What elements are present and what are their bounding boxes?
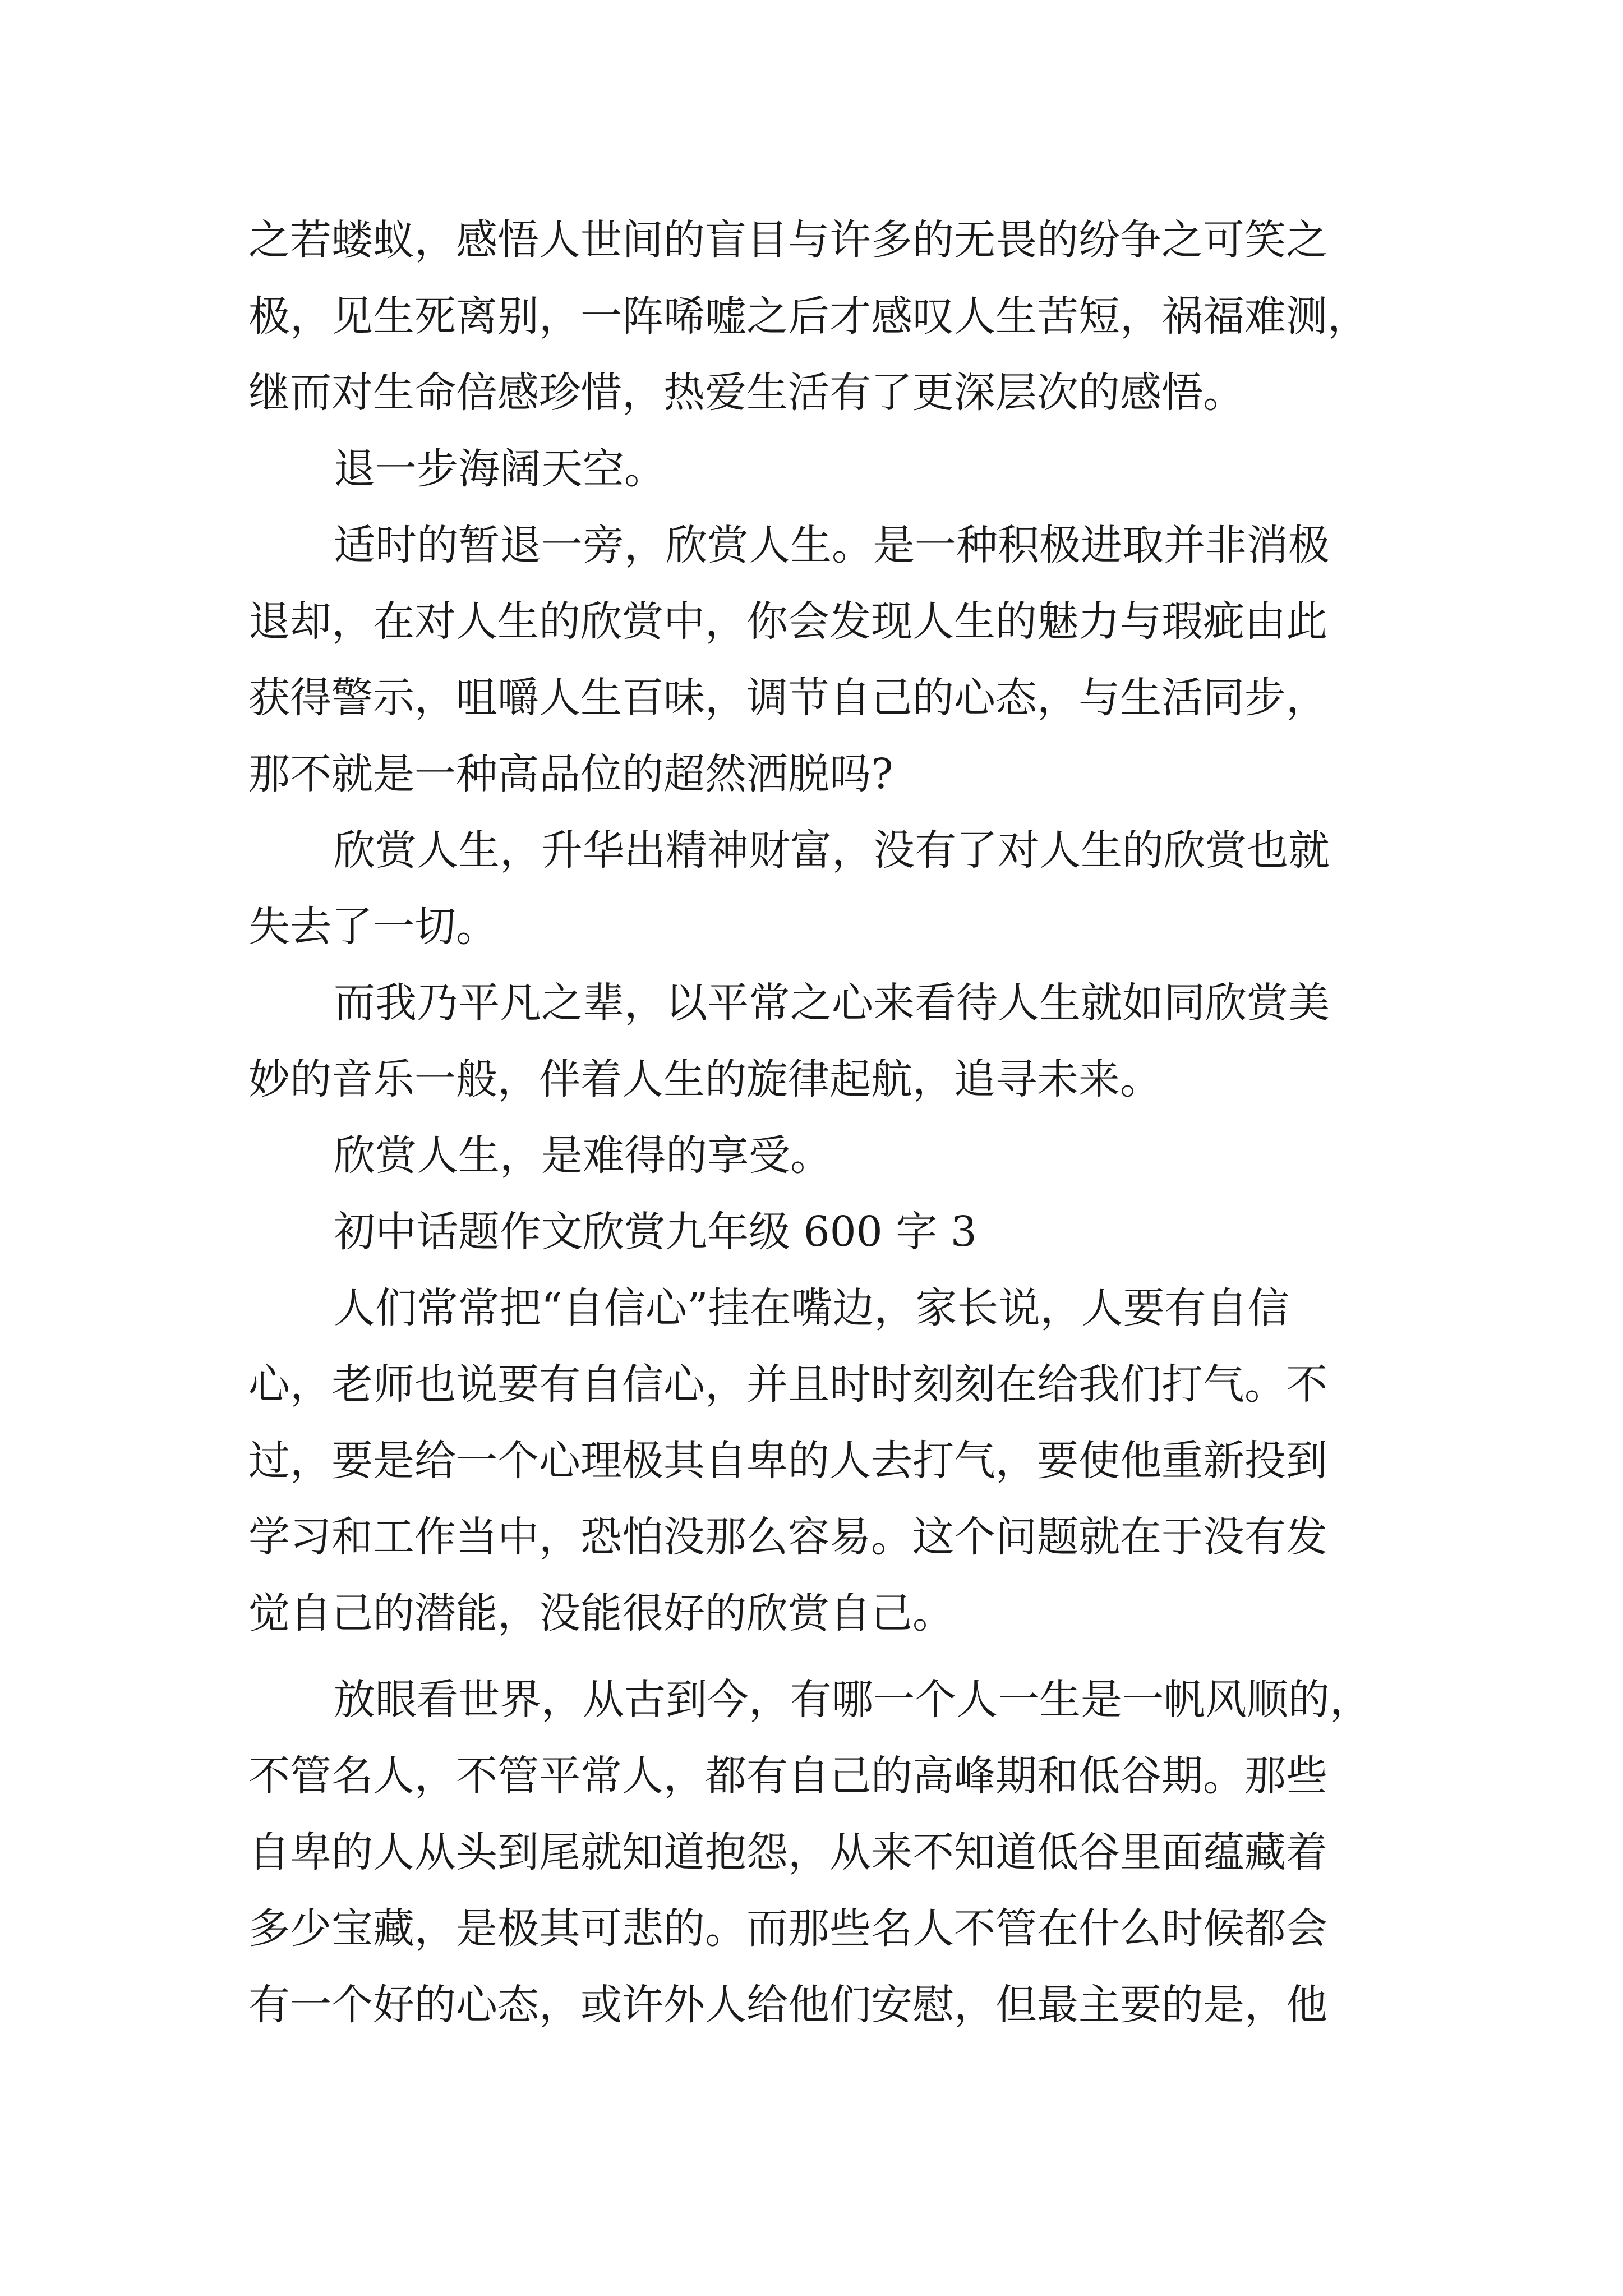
text-line: 人们常常把“自信心”挂在嘴边，家长说，人要有自信 [334, 1284, 1289, 1332]
text-line: 放眼看世界，从古到今，有哪一个人一生是一帆风顺的， [334, 1676, 1371, 1724]
text-line: 觉自己的潜能，没能很好的欣赏自己。 [248, 1589, 954, 1637]
text-line: 自卑的人从头到尾就知道抱怨，从来不知道低谷里面蕴藏着 [248, 1828, 1327, 1876]
paragraph-gap [248, 1651, 1381, 1662]
text-line: 失去了一切。 [248, 903, 497, 951]
document-page [248, 202, 1381, 2043]
text-line: 心，老师也说要有自信心，并且时时刻刻在给我们打气。不 [248, 1360, 1327, 1409]
text-line: 退却，在对人生的欣赏中，你会发现人生的魅力与瑕疵由此 [248, 597, 1327, 646]
text-line: 欣赏人生，是难得的享受。 [334, 1131, 832, 1180]
text-line: 欣赏人生，升华出精神财富，没有了对人生的欣赏也就 [334, 826, 1330, 875]
text-line: 而我乃平凡之辈，以平常之心来看待人生就如同欣赏美 [334, 979, 1330, 1027]
text-line: 适时的暂退一旁，欣赏人生。是一种积极进取并非消极 [334, 521, 1330, 569]
text-line: 不管名人，不管平常人，都有自己的高峰期和低谷期。那些 [248, 1752, 1327, 1800]
text-line: 学习和工作当中，恐怕没那么容易。这个问题就在于没有发 [248, 1513, 1327, 1561]
text-line: 过，要是给一个心理极其自卑的人去打气，要使他重新投到 [248, 1437, 1327, 1485]
text-line: 初中话题作文欣赏九年级 600 字 3 [334, 1208, 977, 1256]
text-line: 继而对生命倍感珍惜，热爱生活有了更深层次的感悟。 [248, 369, 1244, 417]
text-line: 退一步海阔天空。 [334, 445, 666, 493]
text-line: 有一个好的心态，或许外人给他们安慰，但最主要的是，他 [248, 1981, 1327, 2029]
text-line: 之若蝼蚁，感悟人世间的盲目与许多的无畏的纷争之可笑之 [248, 216, 1327, 264]
text-line: 极，见生死离别，一阵唏嘘之后才感叹人生苦短，祸福难测， [248, 292, 1369, 341]
text-line: 获得警示，咀嚼人生百味，调节自己的心态，与生活同步， [248, 674, 1327, 722]
text-line: 多少宝藏，是极其可悲的。而那些名人不管在什么时候都会 [248, 1904, 1327, 1953]
text-line: 那不就是一种高品位的超然洒脱吗? [248, 750, 893, 798]
text-line: 妙的音乐一般，伴着人生的旋律起航，追寻未来。 [248, 1055, 1161, 1103]
